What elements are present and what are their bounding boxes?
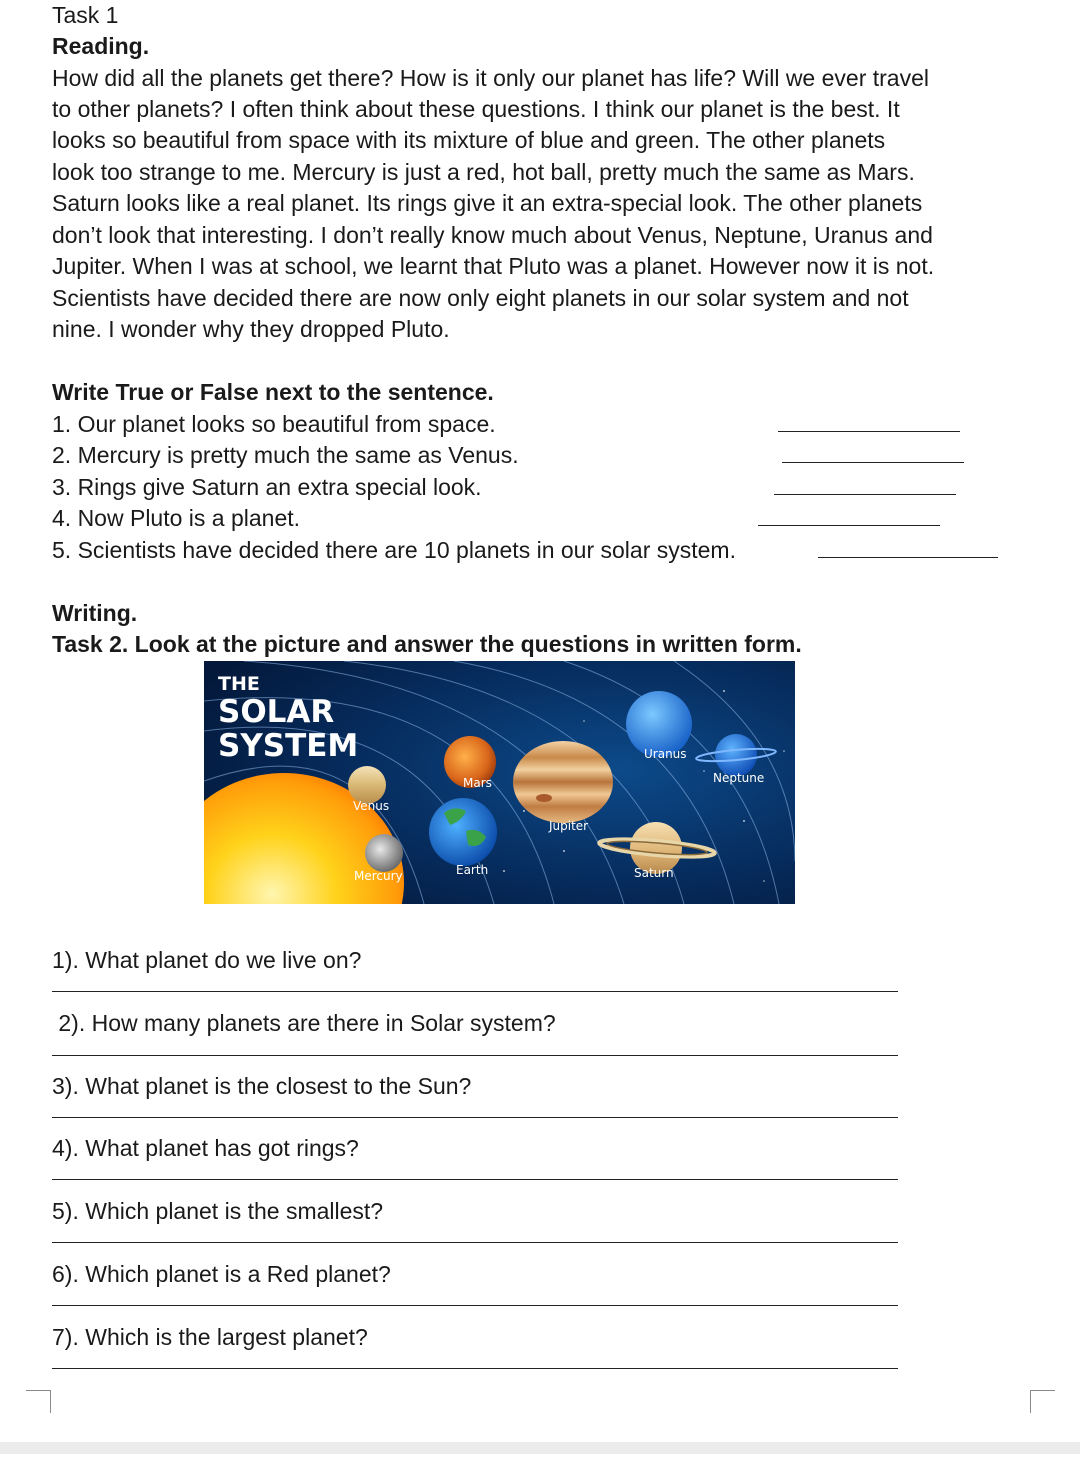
tf-statement: 4. Now Pluto is a planet. xyxy=(52,505,301,531)
tf-statement: 5. Scientists have decided there are 10 planets in our solar system. xyxy=(52,537,736,563)
paragraph-line: Jupiter. When I was at school, we learnt that Pluto was a planet. However now it is not. xyxy=(52,253,935,279)
page-bottom-bar xyxy=(0,1442,1080,1454)
tf-answer-blank[interactable] xyxy=(778,431,960,432)
paragraph-line: look too strange to me. Mercury is just a red, hot ball, pretty much the same as Mars. xyxy=(52,159,915,185)
jupiter-planet xyxy=(513,741,613,823)
tf-answer-blank[interactable] xyxy=(818,557,998,558)
label-mars: Mars xyxy=(463,776,492,790)
paragraph-line: to other planets? I often think about these questions. I think our planet is the best. It xyxy=(52,96,900,122)
answer-line[interactable] xyxy=(52,1179,898,1180)
label-mercury: Mercury xyxy=(354,869,403,883)
title-system: SYSTEM xyxy=(218,728,359,764)
paragraph-line: nine. I wonder why they dropped Pluto. xyxy=(52,316,450,342)
tf-statement: 3. Rings give Saturn an extra special look. xyxy=(52,474,482,500)
tf-statement: 1. Our planet looks so beautiful from space. xyxy=(52,411,496,437)
question: 6). Which planet is a Red planet? xyxy=(52,1261,391,1287)
task1-title: Task 1 xyxy=(52,2,119,28)
question: 1). What planet do we live on? xyxy=(52,947,362,973)
great-red-spot xyxy=(536,794,552,802)
tf-answer-blank[interactable] xyxy=(758,525,940,526)
label-neptune: Neptune xyxy=(713,771,765,785)
title-the: THE xyxy=(218,673,260,695)
question: 5). Which planet is the smallest? xyxy=(52,1198,384,1224)
question: 3). What planet is the closest to the Sun? xyxy=(52,1073,472,1099)
answer-line[interactable] xyxy=(52,1117,898,1118)
paragraph-line: Saturn looks like a real planet. Its rings give it an extra-special look. The other planets xyxy=(52,190,923,216)
mercury-planet xyxy=(365,834,403,872)
paragraph-line: How did all the planets get there? How is it only our planet has life? Will we ever travel xyxy=(52,65,929,91)
reading-heading: Reading. xyxy=(52,33,150,59)
tf-answer-blank[interactable] xyxy=(782,462,964,463)
label-venus: Venus xyxy=(353,799,390,813)
writing-heading: Writing. xyxy=(52,600,138,626)
solar-system-picture xyxy=(204,661,795,904)
question: 2). How many planets are there in Solar system? xyxy=(52,1010,556,1036)
tf-statement: 2. Mercury is pretty much the same as Venus. xyxy=(52,442,519,468)
true-false-instruction: Write True or False next to the sentence. xyxy=(52,379,494,405)
title-solar: SOLAR xyxy=(218,694,335,730)
tf-answer-blank[interactable] xyxy=(774,494,956,495)
task2-instruction: Task 2. Look at the picture and answer the questions in written form. xyxy=(52,631,802,657)
answer-line[interactable] xyxy=(52,991,898,992)
label-earth: Earth xyxy=(456,863,489,877)
margin-corner-right xyxy=(1030,1390,1055,1413)
paragraph-line: Scientists have decided there are now only eight planets in our solar system and not xyxy=(52,285,909,311)
answer-line[interactable] xyxy=(52,1368,898,1369)
margin-corner-left xyxy=(26,1390,51,1413)
label-jupiter: Jupiter xyxy=(549,819,589,833)
answer-line[interactable] xyxy=(52,1055,898,1056)
label-saturn: Saturn xyxy=(634,866,674,880)
label-uranus: Uranus xyxy=(644,747,687,761)
question: 4). What planet has got rings? xyxy=(52,1135,359,1161)
paragraph-line: don’t look that interesting. I don’t really know much about Venus, Neptune, Uranus and xyxy=(52,222,933,248)
earth-planet xyxy=(429,798,497,866)
paragraph-line: looks so beautiful from space with its mixture of blue and green. The other planets xyxy=(52,127,886,153)
answer-line[interactable] xyxy=(52,1242,898,1243)
question: 7). Which is the largest planet? xyxy=(52,1324,368,1350)
answer-line[interactable] xyxy=(52,1305,898,1306)
